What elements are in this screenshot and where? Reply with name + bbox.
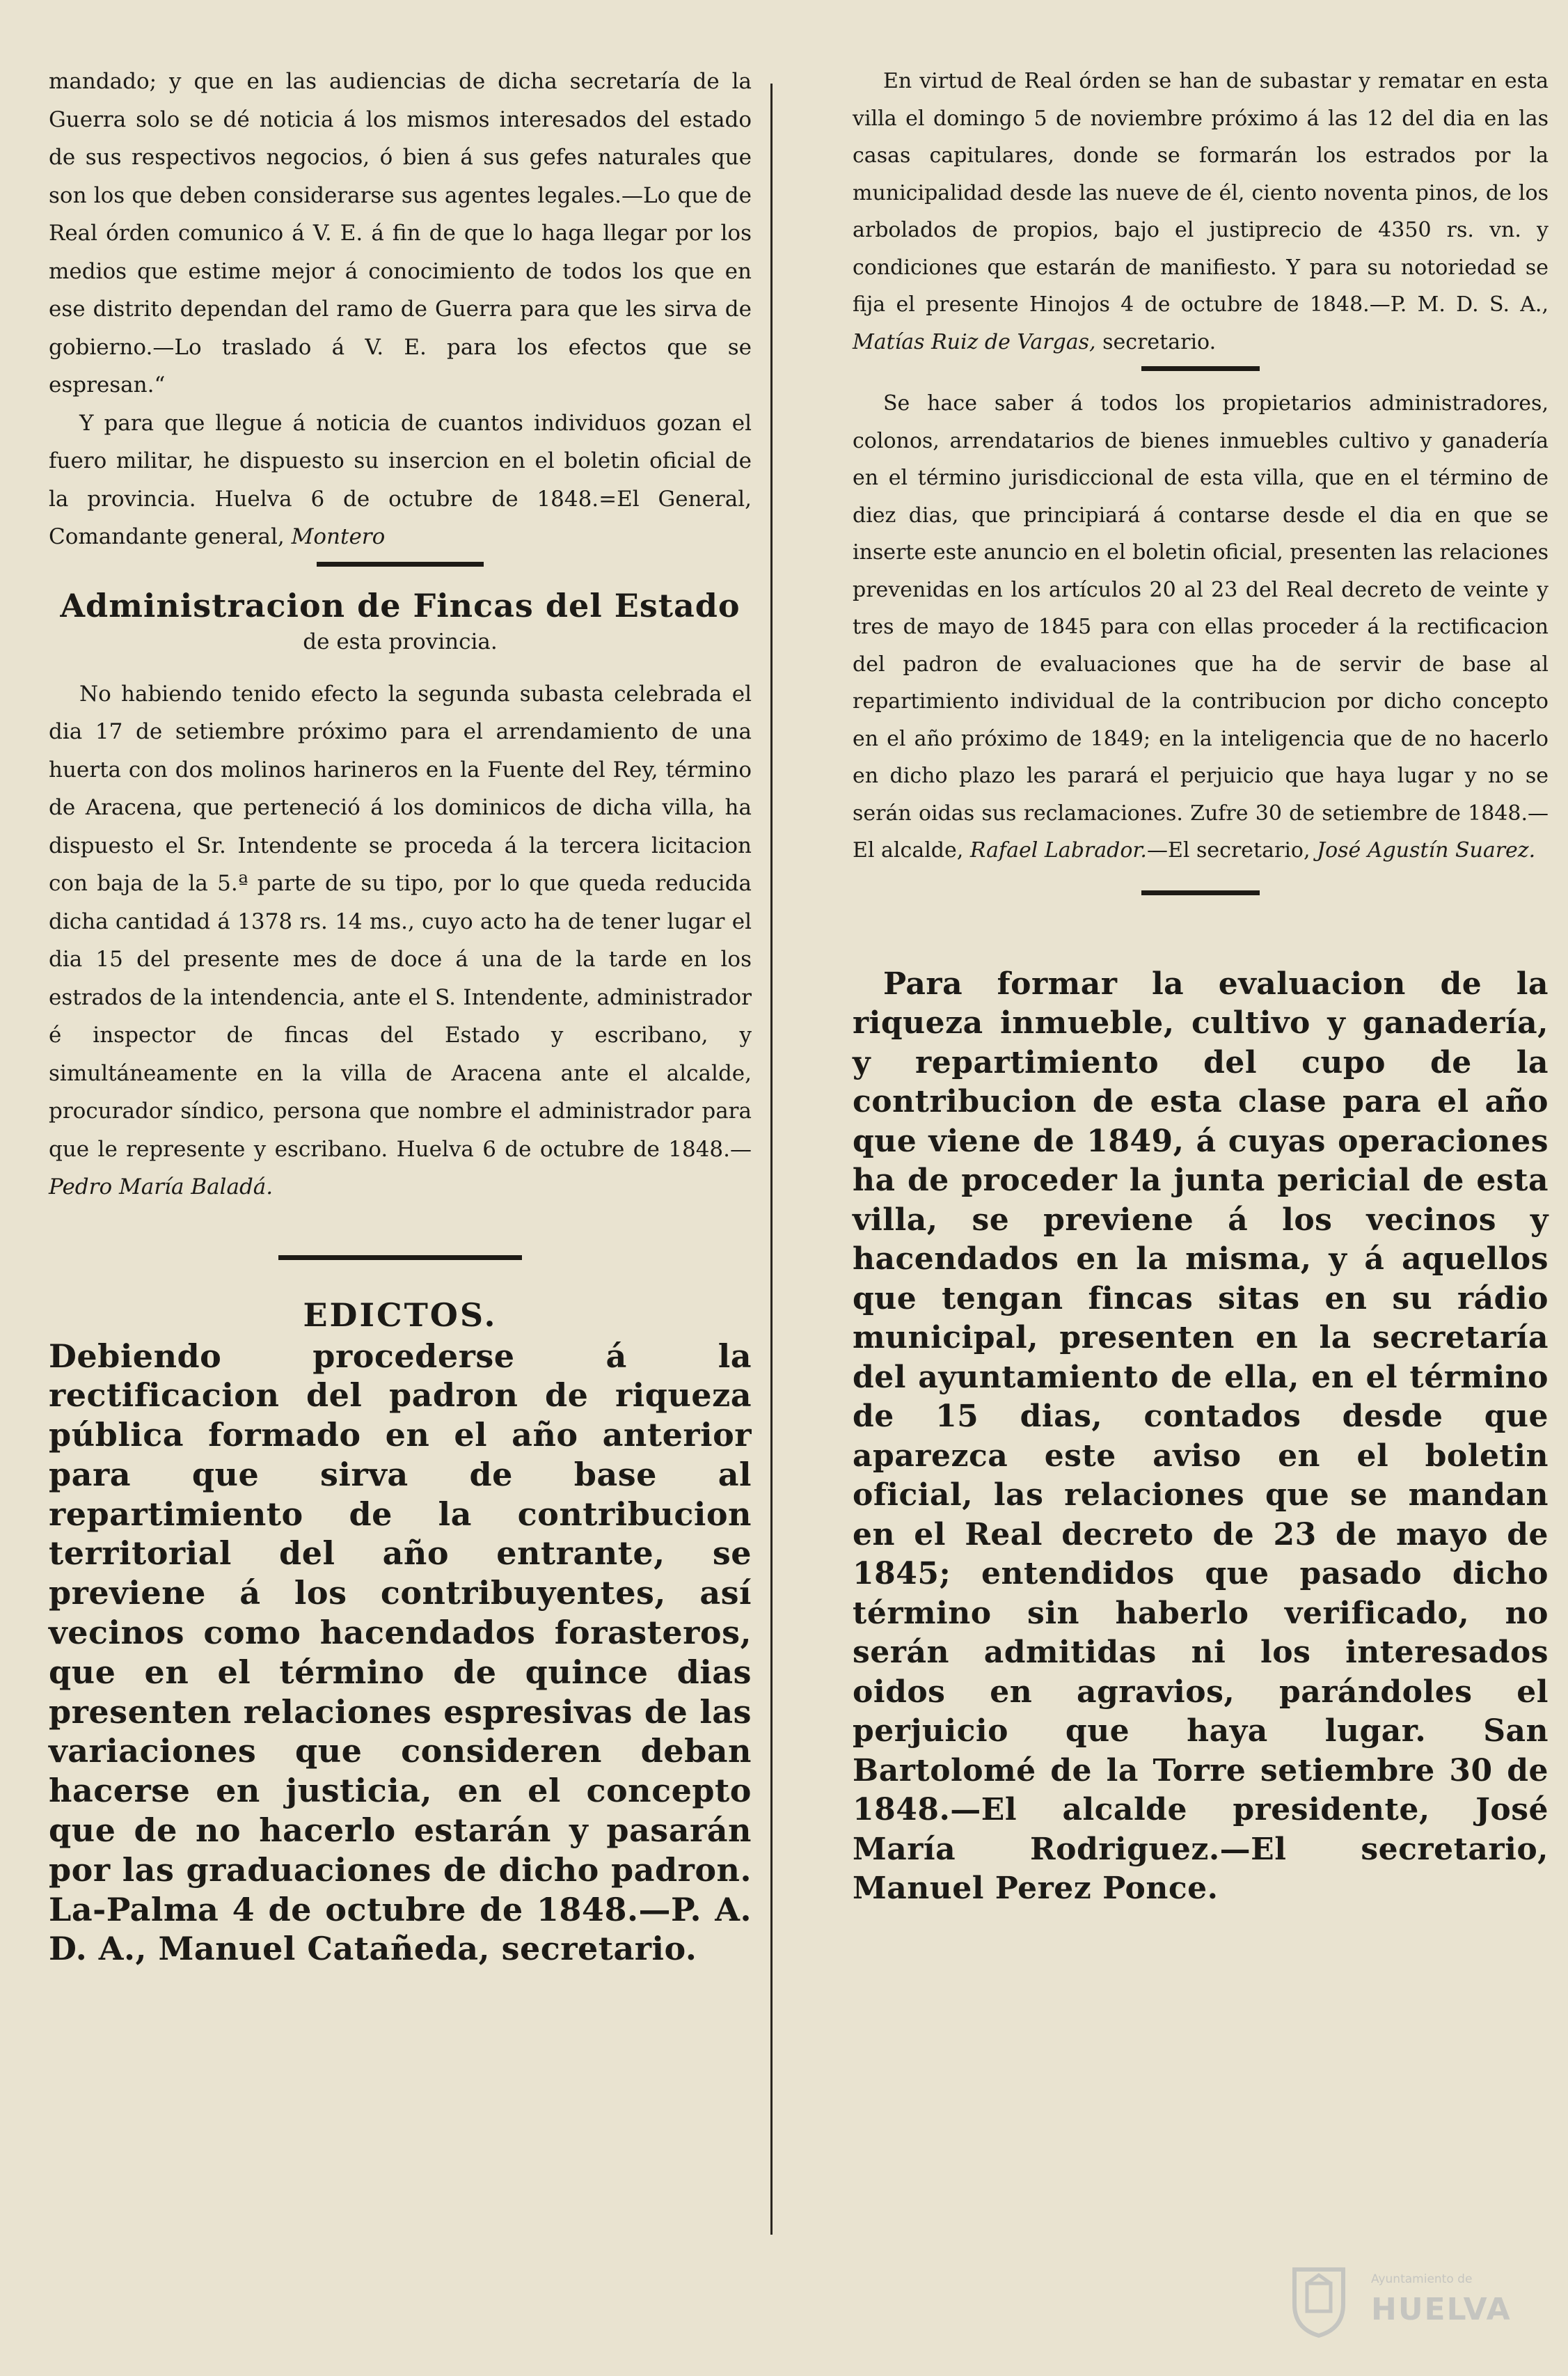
zufre-notice: Se hace saber á todos los propietarios administradores, colonos, arrendatarios de bienes inmuebles cultivo y ganadería en el término jurisdiccional de esta villa, que en el término de diez dias, que principiará á contarse desde el dia en que se inserte este anuncio en el boletin oficial, presenten las relaciones prevenidas en los artículos 20 al 23 del Real decreto de veinte y tres de mayo de 1845 para con ellas proceder á la rectificacion del padron de evaluaciones que ha de servir de base al repartimiento individual de la contribucion por dicho concepto en el año próximo de 1849; en la inteligencia que de no hacerlo en dicho plazo les parará el perjuicio que haya lugar y no se serán oidas sus reclamaciones. Zufre 30 de setiembre de 1848.—El alcalde, Rafael Labrador.—El secretario, José Agustín Suarez.: [853, 391, 1549, 863]
crest-icon: [1281, 2263, 1357, 2339]
column-divider: [770, 84, 773, 2235]
subasta-notice: No habiendo tenido efecto la segunda subasta celebrada el dia 17 de setiembre próximo para el arrendamiento de una huerta con dos molinos harineros en la Fuente del Rey, término de Aracena, que perteneció á los dominicos de dicha villa, ha dispuesto el Sr. Intendente se proceda á la tercera licitacion con baja de la 5.ª parte de su tipo, por lo que queda reducida dicha cantidad á 1378 rs. 14 ms., cuyo acto ha de tener lugar el dia 15 del presente mes de doce á una de la tarde en los estrados de la intendencia, ante el S. Intendente, administrador é inspector de fincas del Estado y escribano, y simultáneamente en la villa de Aracena ante el alcalde, procurador síndico, persona que nombre el administrador para que le represente y escribano. Huelva 6 de octubre de 1848.—Pedro María Baladá.: [49, 681, 752, 1199]
watermark-small-text: Ayuntamiento de: [1371, 2272, 1473, 2286]
military-notice-closing: Y para que llegue á noticia de cuantos individuos gozan el fuero militar, he dispuesto su insercion en el boletin oficial de la provincia. Huelva 6 de octubre de 1848.=El General, Comandante general, Montero: [49, 410, 752, 549]
military-notice-continuation: mandado; y que en las audiencias de dicha secretaría de la Guerra solo se dé noticia á los mismos interesados del estado de sus respectivos negocios, ó bien á sus gefes naturales que son los que deben considerarse sus agentes legales.—Lo que de Real órden comunico á V. E. á fin de que lo haga llegar por los medios que estime mejor á conocimiento de todos los que en ese distrito dependan del ramo de Guerra para que les sirva de gobierno.—Lo traslado á V. E. para los efectos que se espresan.“: [49, 69, 752, 398]
huelva-watermark: [1281, 2263, 1510, 2339]
signature-montero: Montero: [291, 524, 386, 549]
signature-labrador: Rafael Labrador.: [969, 838, 1147, 863]
section-title-fincas: Administracion de Fincas del Estado: [60, 586, 741, 624]
section-rule: [317, 562, 484, 567]
left-column: [49, 63, 752, 1969]
notice-rule: [1141, 366, 1260, 371]
section-subtitle: de esta provincia.: [303, 629, 498, 654]
edictos-rule: [278, 1255, 522, 1260]
signature-suarez: José Agustín Suarez.: [1317, 838, 1536, 863]
hinojos-notice: En virtud de Real órden se han de subastar y rematar en esta villa el domingo 5 de noviembre próximo á las 12 del dia en las casas capitulares, donde se formarán los estrados por la municipalidad desde las nueve de él, ciento noventa pinos, de los arbolados de propios, bajo el justiprecio de 4350 rs. vn. y condiciones que estarán de manifiesto. Y para su notoriedad se fija el presente Hinojos 4 de octubre de 1848.—P. M. D. S. A., Matías Ruiz de Vargas, secretario.: [853, 69, 1549, 354]
watermark-name: HUELVA: [1371, 2292, 1512, 2327]
signature-balada: Pedro María Baladá.: [49, 1174, 274, 1199]
edicto-san-bartolome: Para formar la evaluacion de la riqueza inmueble, cultivo y ganadería, y repartimiento del cupo de la contribucion de esta clase para el año que viene de 1849, á cuyas operaciones ha de proceder la junta pericial de esta villa, se previene á los vecinos y hacendados en la misma, y á aquellos que tengan fincas sitas en su rádio municipal, presenten en la secretaría del ayuntamiento de ella, en el término de 15 dias, contados desde que aparezca este aviso en el boletin oficial, las relaciones que se mandan en el Real decreto de 23 de mayo de 1845; entendidos que pasado dicho término sin haberlo verificado, no serán admitidas ni los interesados oidos en agravios, parándoles el perjuicio que haya lugar. San Bartolomé de la Torre setiembre 30 de 1848.—El alcalde presidente, José María Rodriguez.—El secretario, Manuel Perez Ponce.: [853, 966, 1549, 1906]
right-column: [853, 63, 1549, 1909]
edicto-la-palma: Debiendo procederse á la rectificacion del padron de riqueza pública formado en el año anterior para que sirva de base al repartimiento de la contribucion territorial del año entrante, se previene á los contribuyentes, así vecinos como hacendados forasteros, que en el término de quince dias presenten relaciones espresivas de las variaciones que consideren deban hacerse en justicia, en el concepto que de no hacerlo estarán y pasarán por las graduaciones de dicho padron. La-Palma 4 de octubre de 1848.—P. A. D. A., Manuel Catañeda, secretario.: [49, 1337, 752, 1968]
notice-rule-2: [1141, 890, 1260, 895]
edictos-heading: EDICTOS.: [303, 1296, 498, 1334]
signature-ruiz: Matías Ruiz de Vargas,: [853, 329, 1096, 354]
